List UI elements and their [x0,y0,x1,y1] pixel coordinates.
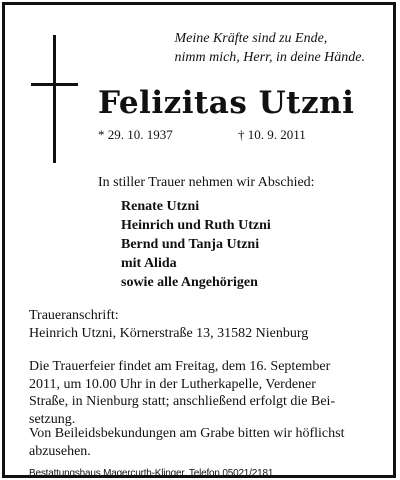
condolence-notice [29,425,373,460]
life-dates [98,127,328,143]
mourner: mit Alida [121,256,177,271]
ceremony-line: Die Trauerfeier findet am Freitag, dem 16. September [29,359,331,374]
verse-line-1: Meine Kräfte sind zu Ende, [174,31,328,46]
address-value: Heinrich Utzni, Körnerstraße 13, 31582 Nienburg [29,325,309,341]
cross-icon [53,35,56,163]
mourner: Heinrich und Ruth Utzni [121,218,271,233]
mourner: sowie alle Angehörigen [121,275,258,290]
death-date: † 10. 9. 2011 [238,127,306,142]
mourning-intro: In stiller Trauer nehmen wir Abschied: [98,175,315,190]
mourners-list [121,197,271,292]
ceremony-line: Straße, in Nienburg statt; anschließend erfolgt die Bei- [29,394,336,409]
verse-line-2: nimm mich, Herr, in deine Hände. [174,50,365,65]
condolence-line: Von Beileidsbekundungen am Grabe bitten wir höflichst [29,426,345,441]
ceremony-notice [29,358,373,428]
condolence-line: abzusehen. [29,443,91,459]
mourner: Bernd und Tanja Utzni [121,237,260,252]
mourner: Renate Utzni [121,199,200,214]
obituary-frame [2,2,396,478]
ceremony-line: setzung. [29,411,76,427]
verse [174,29,365,67]
cross-icon-bar [31,83,78,86]
funeral-home-footer: Bestattungshaus Magercurth-Klinger, Telefon 05021/2181 [29,468,274,479]
deceased-name: Felizitas Utzni [98,85,355,121]
birth-date: * 29. 10. 1937 [98,127,173,142]
address-label: Traueranschrift: [29,308,119,323]
mourning-address [29,307,373,342]
ceremony-line: 2011, um 10.00 Uhr in der Lutherkapelle, Verdener [29,376,316,392]
